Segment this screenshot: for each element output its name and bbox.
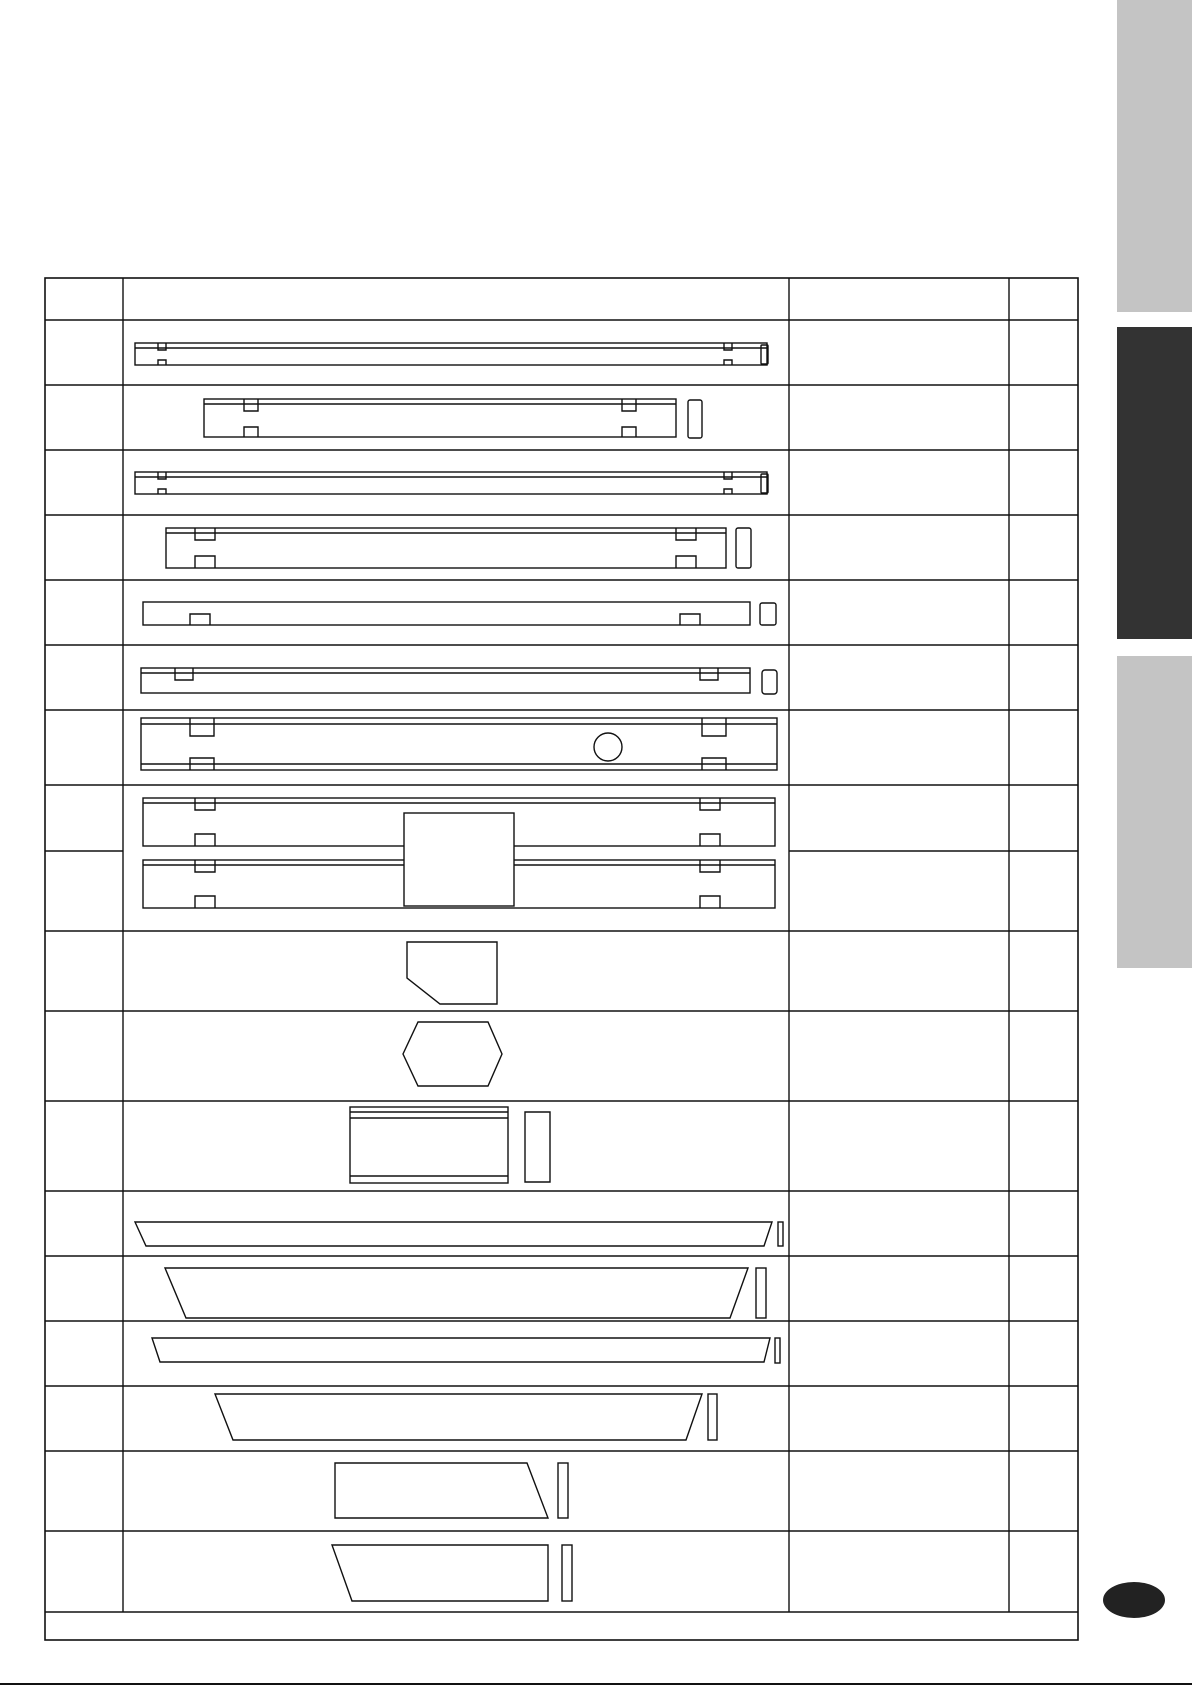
part-drawing-row-7 <box>141 718 777 770</box>
part-drawing-row-13 <box>135 1222 783 1246</box>
part-drawing-row-11 <box>403 1022 502 1086</box>
part-drawing-row-6 <box>141 668 777 694</box>
part-drawing-row-18 <box>332 1545 572 1601</box>
part-drawing-row-14 <box>165 1268 766 1318</box>
part-drawing-row-4 <box>166 528 751 568</box>
row-rules <box>45 320 1078 1612</box>
part-drawing-row-16 <box>215 1394 717 1440</box>
part-drawing-row-3 <box>135 472 768 494</box>
part-drawing-row-2 <box>204 399 702 438</box>
table-border <box>45 278 1078 1640</box>
part-drawing-row-5 <box>143 602 776 625</box>
part-drawing-row-12 <box>350 1107 550 1183</box>
part-drawing-row-17 <box>335 1463 568 1518</box>
page-number-badge <box>1103 1582 1165 1618</box>
part-drawing-row-1 <box>135 343 768 365</box>
part-drawing-row-10 <box>407 942 497 1004</box>
part-drawing-row-15 <box>152 1338 780 1363</box>
part-drawing-row-8-9 <box>143 798 775 908</box>
hole-circle <box>594 733 622 761</box>
